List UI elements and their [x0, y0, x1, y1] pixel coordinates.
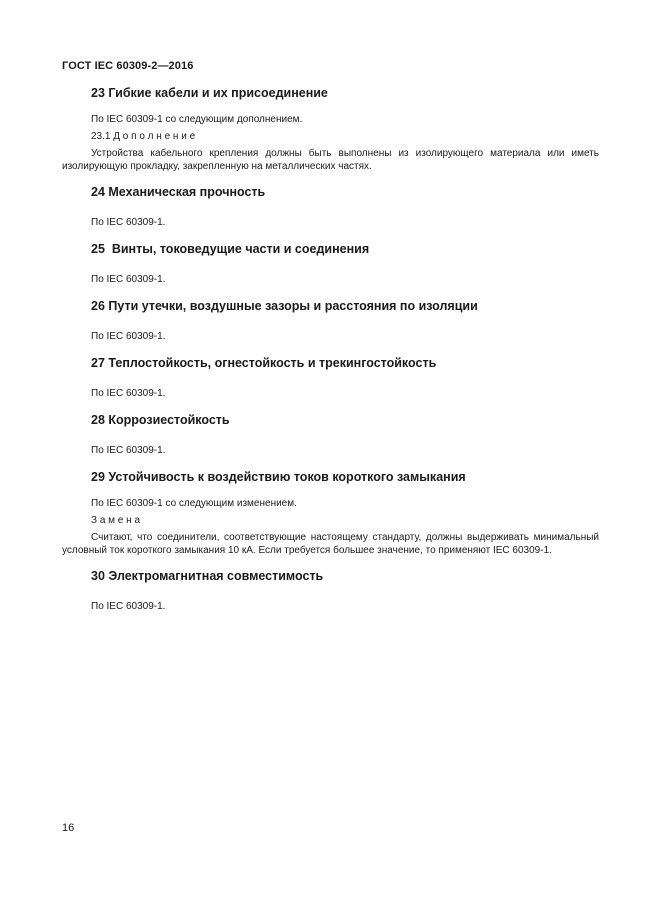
section-25: [62, 240, 599, 286]
section-title: 29 Устойчивость к воздействию токов короткого замыкания: [91, 470, 466, 484]
paragraph: Считают, что соединители, соответствующие настоящему стандарту, должны выдерживать минимальный условный ток короткого замыкания 10 кА. Если требуется большее значение, то применяют IEC 60309-1.: [62, 532, 599, 556]
amendment-label-text: З а м е н а: [91, 515, 141, 526]
amendment-label-text: 23.1 Д о п о л н е н и е: [91, 131, 196, 142]
paragraph: По IEC 60309-1.: [91, 331, 166, 342]
section-30: [62, 567, 599, 613]
section-title: 30 Электромагнитная совместимость: [91, 569, 324, 583]
section-title: 23 Гибкие кабели и их присоединение: [91, 86, 328, 100]
section-title: 26 Пути утечки, воздушные зазоры и расстояния по изоляции: [91, 299, 478, 313]
section-29: [62, 468, 599, 557]
paragraph: По IEC 60309-1.: [91, 445, 166, 456]
amendment-label: [62, 130, 599, 143]
section-24: [62, 183, 599, 229]
paragraph: По IEC 60309-1.: [91, 388, 166, 399]
paragraph: Устройства кабельного крепления должны быть выполнены из изолирующего материала или иметь изолирующую прокладку, закрепленную на металлических частях.: [62, 148, 599, 172]
section-title: 27 Теплостойкость, огнестойкость и трекингостойкость: [91, 356, 437, 370]
section-title: 25 Винты, токоведущие части и соединения: [91, 242, 370, 256]
paragraph: По IEC 60309-1.: [91, 274, 166, 285]
section-26: [62, 297, 599, 343]
amendment-label: [62, 514, 599, 527]
paragraph: По IEC 60309-1.: [91, 601, 166, 612]
paragraph: По IEC 60309-1 со следующим дополнением.: [91, 114, 303, 125]
document-body: [62, 84, 599, 613]
section-title: 28 Коррозиестойкость: [91, 413, 230, 427]
section-28: [62, 411, 599, 457]
paragraph: По IEC 60309-1 со следующим изменением.: [91, 498, 297, 509]
section-title: 24 Механическая прочность: [91, 185, 266, 199]
paragraph: По IEC 60309-1.: [91, 217, 166, 228]
section-23: [62, 84, 599, 173]
document-header: ГОСТ IEC 60309-2—2016: [62, 60, 194, 72]
page-number: 16: [62, 822, 75, 834]
section-27: [62, 354, 599, 400]
